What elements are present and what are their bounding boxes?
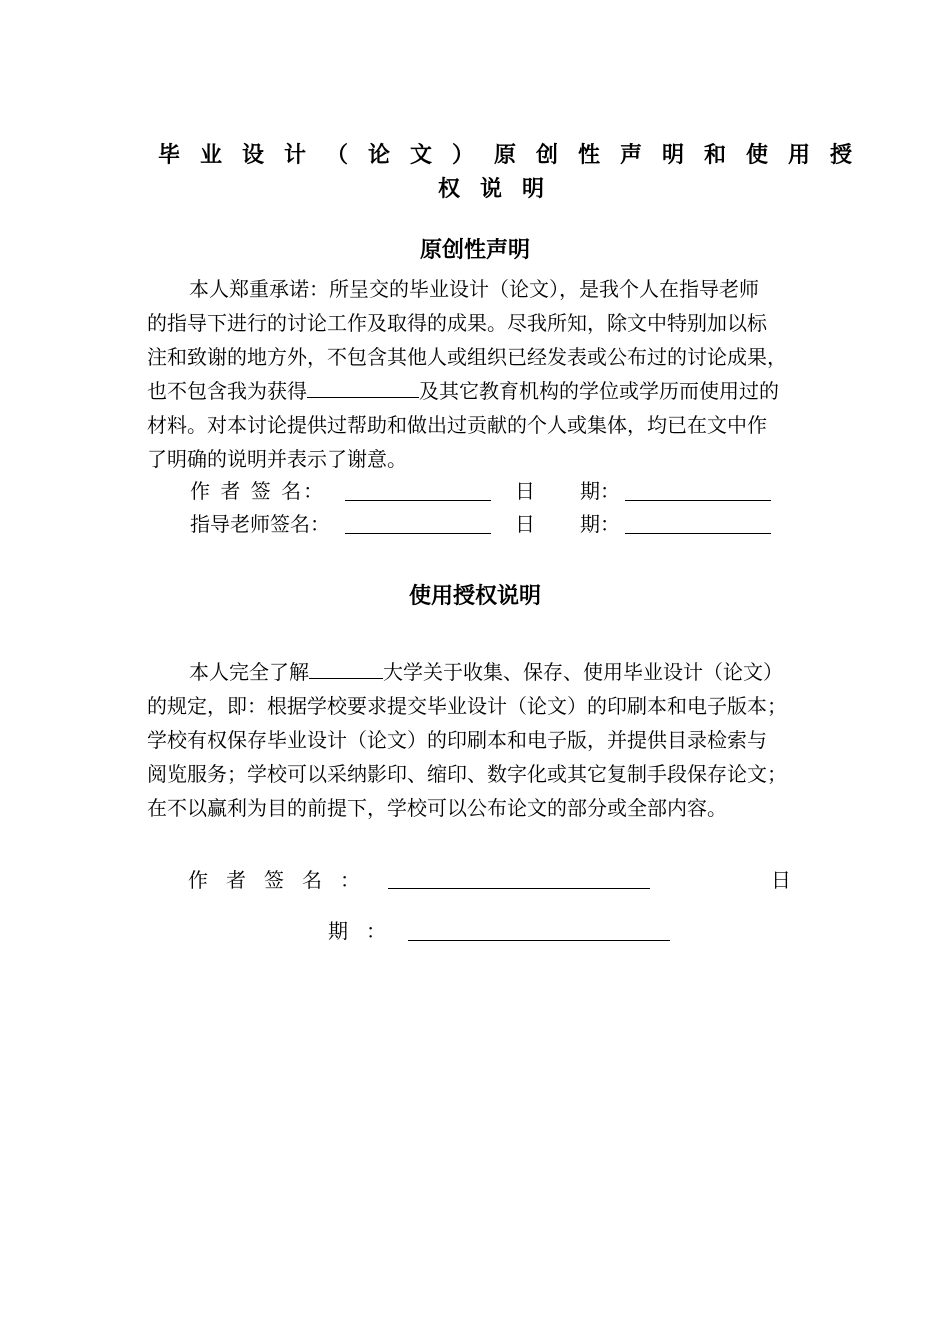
originality-line-4-after: 及其它教育机构的学位或学历而使用过的: [419, 379, 779, 403]
document-title-line-2: 权说明: [438, 177, 565, 202]
authorization-author-label: 作者签名：: [188, 868, 378, 892]
author-signature-row: [190, 476, 325, 506]
authorization-line-1: [147, 655, 867, 689]
authorization-date-label: 期：: [328, 919, 404, 943]
authorization-line-4: 阅览服务；学校可以采纳影印、缩印、数字化或其它复制手段保存论文；: [147, 762, 787, 786]
advisor-signature-label: 指导老师签名：: [190, 512, 330, 536]
authorization-line-3: 学校有权保存毕业设计（论文）的印刷本和电子版，并提供目录检索与: [147, 728, 767, 752]
originality-line-6: 了明确的说明并表示了谢意。: [147, 447, 407, 471]
authorization-date-field[interactable]: [408, 920, 670, 941]
authorization-line-1-before: 本人完全了解: [189, 660, 309, 684]
authorization-date-char-1: 日: [771, 868, 791, 892]
originality-line-5: 材料。对本讨论提供过帮助和做出过贡献的个人或集体，均已在文中作: [147, 413, 767, 437]
originality-line-1: 本人郑重承诺：所呈交的毕业设计（论文），是我个人在指导老师: [189, 277, 759, 301]
authorization-author-signature-field[interactable]: [388, 868, 650, 889]
advisor-date-label-1: 日: [515, 512, 535, 536]
university-blank[interactable]: [309, 658, 383, 679]
author-date-label-2: 期：: [580, 479, 620, 503]
authorization-heading: 使用授权说明: [408, 584, 541, 609]
author-date-label-1: 日: [515, 479, 535, 503]
advisor-date-label-2: 期：: [580, 512, 620, 536]
author-signature-field[interactable]: [345, 480, 491, 501]
authorization-line-2: 的规定，即：根据学校要求提交毕业设计（论文）的印刷本和电子版本；: [147, 694, 787, 718]
originality-line-4-before: 也不包含我为获得: [147, 379, 307, 403]
originality-paragraph: [147, 272, 867, 476]
advisor-date-field[interactable]: [625, 513, 771, 534]
document-title-line-1: 毕业设计（论文）原创性声明和使用授: [158, 143, 873, 168]
author-date-field[interactable]: [625, 480, 771, 501]
originality-line-2: 的指导下进行的讨论工作及取得的成果。尽我所知，除文中特别加以标: [147, 311, 767, 335]
advisor-signature-field[interactable]: [345, 513, 491, 534]
degree-blank[interactable]: [307, 377, 419, 398]
originality-line-3: 注和致谢的地方外，不包含其他人或组织已经发表或公布过的讨论成果，: [147, 345, 787, 369]
authorization-paragraph: [147, 655, 867, 825]
authorization-line-5: 在不以赢利为目的前提下，学校可以公布论文的部分或全部内容。: [147, 796, 727, 820]
advisor-signature-row: [190, 509, 330, 539]
originality-heading: 原创性声明: [419, 238, 530, 263]
originality-line-4: [147, 374, 867, 408]
author-signature-label: 作 者 签 名：: [190, 479, 326, 503]
authorization-line-1-after: 大学关于收集、保存、使用毕业设计（论文）: [383, 660, 783, 684]
